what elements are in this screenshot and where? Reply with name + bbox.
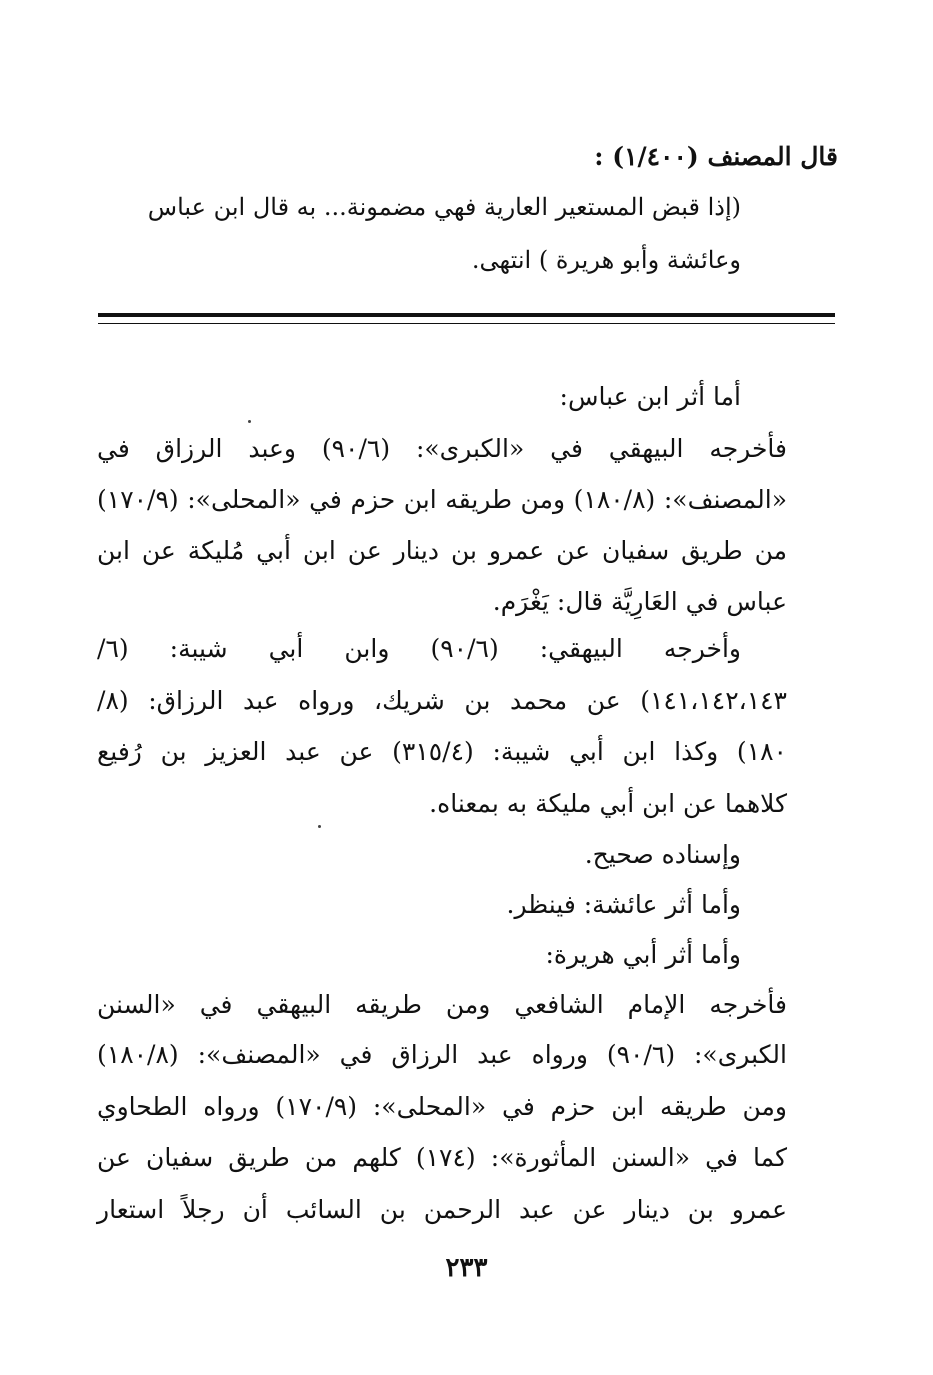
page-number: ٢٣٣: [445, 1253, 488, 1283]
quoted-text-line-2: وعائشة وأبو هريرة ) انتهى.: [471, 246, 741, 274]
section-heading: قال المصنف (١/٤٠٠) :: [594, 142, 838, 171]
separator-rule-thin: [98, 323, 835, 324]
paragraph-line: «المصنف»: (١٨٠/٨) ومن طريقه ابن حزم في «المحلى»: (١٧٠/٩): [97, 485, 787, 514]
paragraph-line: وإسناده صحيح.: [584, 840, 741, 869]
paragraph-line: من طريق سفيان عن عمرو بن دينار عن ابن أبي مُليكة عن ابن: [97, 536, 787, 565]
separator-rule-thick: [98, 313, 835, 317]
scan-speck: [248, 420, 251, 423]
paragraph-line: وأما أثر أبي هريرة:: [545, 940, 741, 969]
quoted-text-line-1: (إذا قبض المستعير العارية فهي مضمونة... به قال ابن عباس: [147, 193, 741, 221]
paragraph-line: وأخرجه البيهقي: (٩٠/٦) وابن أبي شيبة: (٦/: [97, 634, 742, 663]
scan-speck: [318, 825, 321, 828]
paragraph-line: عمرو بن دينار عن عبد الرحمن بن السائب أن رجلاً استعار: [97, 1195, 787, 1224]
paragraph-line: ١٤١،١٤٢،١٤٣) عن محمد بن شريك، ورواه عبد الرزاق: (٨/: [97, 686, 787, 715]
paragraph-line: كلاهما عن ابن أبي مليكة به بمعناه.: [429, 789, 787, 818]
paragraph-line: ١٨٠) وكذا ابن أبي شيبة: (٣١٥/٤) عن عبد العزيز بن رُفيع: [97, 737, 787, 766]
paragraph-line: ومن طريقه ابن حزم في «المحلى»: (١٧٠/٩) ورواه الطحاوي: [97, 1092, 787, 1121]
paragraph-line: فأخرجه الإمام الشافعي ومن طريقه البيهقي في «السنن: [97, 990, 787, 1019]
paragraph-line: الكبرى»: (٩٠/٦) ورواه عبد الرزاق في «المصنف»: (١٨٠/٨): [97, 1040, 787, 1069]
paragraph-line: كما في «السنن المأثورة»: (١٧٤) كلهم من طريق سفيان عن: [97, 1143, 787, 1172]
paragraph-line: فأخرجه البيهقي في «الكبرى»: (٩٠/٦) وعبد الرزاق في: [97, 434, 788, 463]
paragraph-line: وأما أثر عائشة: فينظر.: [506, 890, 741, 919]
paragraph-line: عباس في العَارِيَّة قال: يَغْرَم.: [492, 587, 787, 616]
paragraph-line: أما أثر ابن عباس:: [559, 382, 741, 411]
